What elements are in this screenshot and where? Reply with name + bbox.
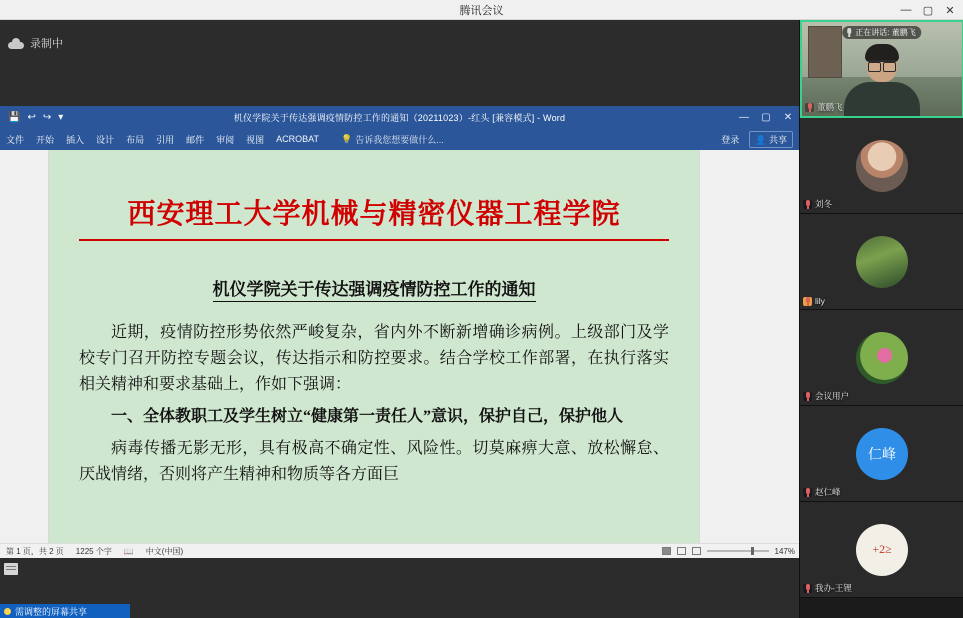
mic-status-icon — [803, 584, 812, 593]
avatar — [856, 332, 908, 384]
read-mode-view-icon[interactable] — [692, 547, 701, 555]
window-title: 腾讯会议 — [459, 4, 504, 17]
zoom-slider[interactable] — [707, 550, 769, 552]
participant-tile-2[interactable] — [800, 118, 963, 214]
participant-name-chip — [803, 198, 832, 210]
avatar — [856, 236, 908, 288]
word-minimize-icon[interactable]: — — [739, 111, 749, 123]
print-layout-view-icon[interactable] — [662, 547, 671, 555]
cloud-recording-icon — [8, 38, 24, 49]
share-button-label: 共享 — [768, 134, 787, 145]
tab-layout[interactable]: 布局 — [126, 134, 145, 145]
recording-status-label: 录制中 — [30, 38, 63, 50]
tab-mailings[interactable]: 邮件 — [186, 134, 205, 145]
participant-tile-3[interactable] — [800, 214, 963, 310]
mic-status-icon — [803, 297, 812, 306]
quick-access-toolbar[interactable] — [0, 112, 63, 123]
close-icon[interactable]: ✕ — [945, 4, 955, 17]
share-button[interactable] — [749, 131, 793, 148]
status-word-count[interactable]: 1225 个字 — [75, 546, 112, 556]
participant-name: lily — [815, 296, 825, 306]
document-paragraph-1: 近期，疫情防控形势依然严峻复杂，省内外不断新增确诊病例。上级部门及学校专门召开防控专题会议，传达指示和防控要求。结合学校工作部署，在执行落实相关精神和要求基础上，作如下强调： — [79, 324, 669, 393]
participant-tile-4[interactable] — [800, 310, 963, 406]
tab-references[interactable]: 引用 — [156, 134, 175, 145]
participant-name: 会议用户 — [815, 391, 850, 401]
lightbulb-icon: 💡 — [340, 133, 353, 144]
participant-tile-speaker[interactable] — [800, 20, 963, 118]
word-document-title: 机仪学院关于传达强调疫情防控工作的通知（20211023）-红头 [兼容模式] - Word — [233, 112, 566, 123]
participant-name-chip — [805, 101, 843, 113]
zoom-level-label[interactable]: 147% — [774, 546, 795, 556]
avatar: 仁峰 — [856, 428, 908, 480]
participant-name-chip — [803, 390, 849, 402]
maximize-icon[interactable]: ▢ — [922, 4, 934, 17]
participant-name: 刘冬 — [815, 199, 833, 209]
share-indicator-icon — [4, 608, 11, 615]
heading-red-rule — [79, 239, 669, 241]
tab-file[interactable]: 文件 — [6, 134, 25, 145]
participant-name: 董鹏飞 — [817, 102, 843, 112]
screen-share-toolbar[interactable] — [0, 604, 130, 618]
share-person-icon: 👤 — [755, 134, 767, 145]
participant-name-chip — [803, 582, 852, 594]
tab-home[interactable]: 开始 — [36, 134, 55, 145]
participant-name-chip — [803, 296, 825, 306]
word-ribbon-tabs — [0, 128, 799, 150]
participant-name: 赵仁峰 — [815, 487, 841, 497]
web-layout-view-icon[interactable] — [677, 547, 686, 555]
tab-design[interactable]: 设计 — [96, 134, 115, 145]
mic-status-icon — [803, 488, 812, 497]
video-person-body — [844, 82, 920, 116]
status-language[interactable]: 中文(中国) — [145, 546, 184, 556]
undo-icon[interactable]: ↩ — [27, 111, 36, 123]
save-icon[interactable]: 💾 — [8, 111, 21, 123]
document-paragraph-2: 一、全体教职工及学生树立“健康第一责任人”意识，保护自己，保护他人 — [111, 407, 624, 425]
tab-insert[interactable]: 插入 — [66, 134, 85, 145]
word-status-bar — [0, 543, 799, 558]
window-titlebar — [0, 0, 963, 20]
proofing-icon[interactable]: 📖 — [123, 546, 134, 556]
sign-in-link[interactable]: 登录 — [721, 134, 740, 145]
document-heading-2 — [79, 275, 669, 300]
word-window-controls — [733, 106, 799, 128]
tab-review[interactable]: 审阅 — [216, 134, 235, 145]
tell-me-label: 告诉我您想要做什么... — [355, 134, 444, 145]
video-person-glasses — [868, 60, 896, 68]
window-thumbnail-icon[interactable] — [4, 563, 18, 575]
avatar — [856, 140, 908, 192]
word-document-canvas[interactable] — [0, 150, 799, 543]
participant-name: 我办-王锂 — [815, 583, 852, 593]
participant-tile-6[interactable] — [800, 502, 963, 598]
document-heading-2-text: 机仪学院关于传达强调疫情防控工作的通知 — [213, 280, 536, 302]
participant-tile-5[interactable] — [800, 406, 963, 502]
recording-status — [8, 35, 63, 51]
mic-status-icon — [805, 103, 814, 112]
desktop-taskbar-strip — [0, 558, 799, 580]
window-controls — [895, 0, 961, 20]
active-speaker-banner — [842, 26, 921, 39]
video-door — [808, 26, 842, 78]
word-close-icon[interactable]: ✕ — [783, 111, 793, 123]
word-titlebar — [0, 106, 799, 128]
active-speaker-label: 正在讲话: 董鹏飞 — [855, 28, 916, 37]
participants-rail — [799, 20, 963, 618]
document-paragraph-3: 病毒传播无影无形，具有极高不确定性、风险性。切莫麻痹大意、放松懈怠、厌战情绪，否则将产生精神和物质等各方面巨 — [79, 439, 669, 483]
document-page[interactable] — [49, 150, 699, 543]
status-page-indicator[interactable]: 第 1 页，共 2 页 — [6, 546, 64, 556]
shared-screen-area — [0, 20, 799, 618]
zoom-slider-handle[interactable] — [751, 547, 754, 555]
participant-name-chip — [803, 486, 841, 498]
tab-view[interactable]: 视图 — [246, 134, 265, 145]
avatar: +2≥ — [856, 524, 908, 576]
minimize-icon[interactable]: — — [900, 4, 912, 16]
status-right-group — [662, 547, 795, 556]
qat-chevron-down-icon[interactable]: ▾ — [58, 111, 64, 123]
tell-me-box[interactable] — [341, 133, 444, 146]
screen-share-label: 需调整的屏幕共享 — [15, 606, 88, 617]
document-heading-1 — [79, 192, 669, 241]
microphone-icon — [846, 28, 852, 37]
tab-acrobat[interactable]: ACROBAT — [276, 134, 319, 144]
word-ribbon-right — [721, 131, 793, 148]
redo-icon[interactable]: ↪ — [42, 111, 52, 123]
mic-status-icon — [803, 200, 812, 209]
word-window — [0, 106, 799, 558]
document-heading-1-text: 西安理工大学机械与精密仪器工程学院 — [127, 199, 621, 230]
word-maximize-icon[interactable]: ▢ — [761, 111, 771, 123]
mic-status-icon — [803, 392, 812, 401]
